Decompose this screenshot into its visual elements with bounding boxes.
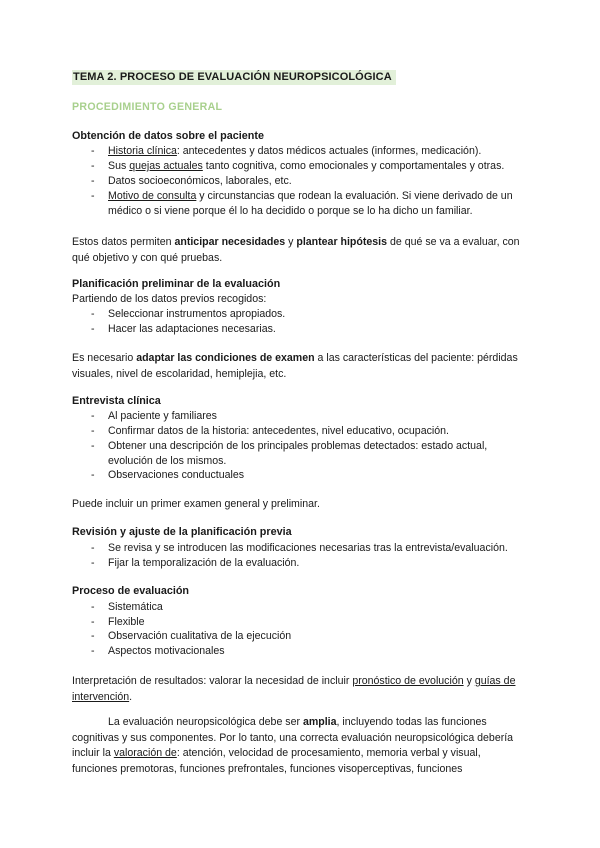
list-item: - Al paciente y familiares bbox=[91, 410, 217, 422]
list-item: - Flexible bbox=[91, 616, 145, 628]
heading-proceso-evaluacion: Proceso de evaluación bbox=[72, 585, 190, 597]
list-item: - Confirmar datos de la historia: antecedentes, nivel educativo, ocupación. bbox=[91, 425, 449, 437]
list-item: - Fijar la temporalización de la evaluación. bbox=[91, 557, 300, 569]
term-historia-clinica: Historia clínica bbox=[108, 145, 177, 157]
page-title: TEMA 2. PROCESO DE EVALUACIÓN NEUROPSICOLÓGICA bbox=[72, 70, 396, 85]
list-item: - Se revisa y se introducen las modificaciones necesarias tras la entrevista/evaluación. bbox=[91, 542, 508, 554]
term-motivo-consulta: Motivo de consulta bbox=[108, 190, 197, 202]
heading-obtencion-datos: Obtención de datos sobre el paciente bbox=[72, 130, 264, 142]
heading-revision: Revisión y ajuste de la planificación previa bbox=[72, 526, 292, 538]
list-item: - Observación cualitativa de la ejecución bbox=[91, 630, 292, 642]
list-item: - Observaciones conductuales bbox=[91, 469, 245, 481]
list-item: - Sistemática bbox=[91, 601, 163, 613]
list-item: - Datos socioeconómicos, laborales, etc. bbox=[91, 175, 292, 187]
paragraph-examen-general: Puede incluir un primer examen general y preliminar. bbox=[72, 498, 320, 510]
paragraph-evaluacion-amplia: La evaluación neuropsicológica debe ser amplia, incluyendo todas las funciones cognitivas y sus componentes. Por lo tanto, una correcta evaluación neuropsicológica debería incluir la valoración de: atención, velocidad de procesamiento, memoria verbal y visual, funciones premotoras, funciones prefrontales, funciones visoperceptivas, funciones bbox=[72, 716, 514, 775]
list-item: - Seleccionar instrumentos apropiados. bbox=[91, 308, 286, 320]
list-item: - Hacer las adaptaciones necesarias. bbox=[91, 323, 276, 335]
list-item: - Obtener una descripción de los principales problemas detectados: estado actual, evolución de los mismos. bbox=[91, 440, 488, 467]
paragraph-partiendo: Partiendo de los datos previos recogidos: bbox=[72, 293, 267, 305]
list-item: - Historia clínica: antecedentes y datos médicos actuales (informes, medicación). bbox=[91, 145, 482, 157]
paragraph-interpretacion: Interpretación de resultados: valorar la necesidad de incluir pronóstico de evolución y guías de intervención. bbox=[72, 675, 516, 703]
section-subtitle: PROCEDIMIENTO GENERAL bbox=[72, 101, 223, 113]
list-item: - Motivo de consulta y circunstancias que rodean la evaluación. Si viene derivado de un médico o si viene porque él lo ha decidido o porque se lo ha dicho un familiar. bbox=[91, 190, 513, 217]
list-item: - Sus quejas actuales tanto cognitiva, como emocionales y comportamentales y otras. bbox=[91, 160, 505, 172]
heading-entrevista: Entrevista clínica bbox=[72, 395, 161, 407]
list-item: - Aspectos motivacionales bbox=[91, 645, 225, 657]
paragraph-adaptar: Es necesario adaptar las condiciones de examen a las características del paciente: pérdidas visuales, nivel de escolaridad, hemiplejia, etc. bbox=[72, 352, 518, 380]
term-quejas-actuales: quejas actuales bbox=[129, 160, 203, 172]
paragraph-anticipar: Estos datos permiten anticipar necesidades y plantear hipótesis de qué se va a evaluar, con qué objetivo y con qué pruebas. bbox=[72, 236, 520, 264]
heading-planificacion: Planificación preliminar de la evaluación bbox=[72, 278, 281, 290]
